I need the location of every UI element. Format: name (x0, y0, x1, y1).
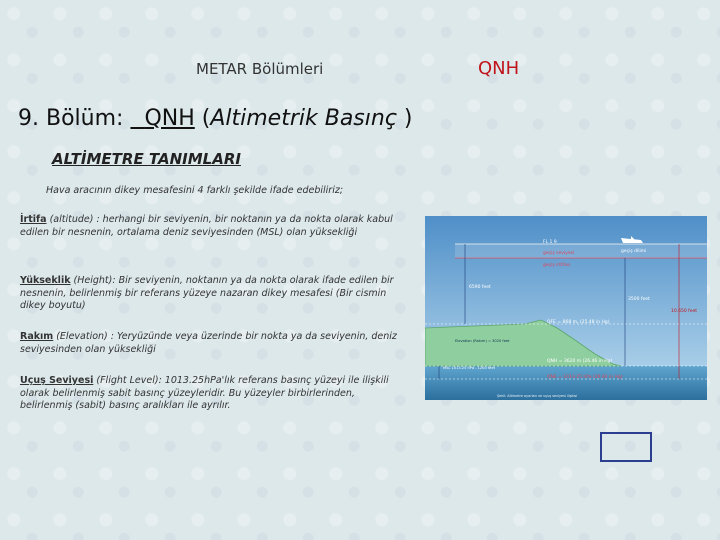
page-title (18, 106, 413, 131)
definition-flight-level (20, 375, 410, 413)
heading-paren-open: ( (194, 106, 211, 131)
altimeter-diagram (425, 216, 707, 400)
term-label: Yükseklik (20, 275, 71, 286)
msl-label: MSL 1013.25 hPa - 1200 feet (443, 366, 495, 370)
blue-frame-box (600, 432, 652, 462)
transition-layer (455, 244, 707, 258)
transition-layer-label: geçiş dilimi (621, 249, 647, 254)
term-label: Uçuş Seviyesi (20, 375, 94, 386)
term-label: İrtifa (20, 214, 47, 225)
definition-elevation (20, 331, 410, 356)
fl-label: FL 1 9 (543, 240, 557, 245)
qne-label: QNE = 1013.25 hPa (29.92 in Hg) (547, 375, 623, 380)
term-description: (Flight Level): 1013.25hPa'lık referans basınç yüzeyi ile ilişkili olarak belirlenmiş sabit basınç yüzeyleridir. Bu yüzeyler birbirlerinden, belirlenmiş (sabit) basınç aralıkları ile ayrılır. (20, 375, 389, 411)
qnh-label: QNH = 3620 m (26.46 in Hg) (547, 359, 613, 364)
height-label-3: 10.650 feet (671, 309, 698, 314)
term-description: (altitude) : herhangi bir seviyenin, bir noktanın ya da nokta olarak kabul edilen bir nesnenin, ortalama deniz seviyesinden (MSL) olan yüksekliği (20, 214, 393, 238)
definition-altitude (20, 214, 410, 239)
heading-number: 9. Bölüm: (18, 106, 131, 131)
term-description: (Elevation) : Yeryüzünde veya üzerinde bir nokta ya da seviyenin, deniz seviyesinden olan yüksekliği (20, 331, 397, 355)
heading-paren-close: ) (396, 106, 413, 131)
elevation-label: Elevation (Rakım) = 3020 feet (455, 339, 510, 343)
heading-qnh: QNH (144, 106, 195, 131)
subtitle: METAR Bölümleri (196, 60, 324, 78)
term-description: (Height): Bir seviyenin, noktanın ya da nokta olarak ifade edilen bir nesnenin, belirlenmiş bir referans yüzeye nazaran dikey mesafesi (Bir cismin dikey boyutu) (20, 275, 394, 311)
height-label-1: 6590 feet (469, 285, 491, 290)
corner-title: QNH (478, 58, 520, 79)
transition-label: geçiş irtifası (543, 263, 571, 268)
qfe-label: QFE = 868 m, (25.48 in Hg) (547, 320, 610, 325)
heading-underline-space (130, 106, 144, 131)
section-title: ALTİMETRE TANIMLARI (52, 150, 241, 168)
intro-text: Hava aracının dikey mesafesini 4 farklı şekilde ifade edebiliriz; (46, 185, 344, 196)
height-label-2: 3500 feet (628, 297, 650, 302)
heading-italic: Altimetrik Basınç (210, 106, 397, 131)
term-label: Rakım (20, 331, 54, 342)
definition-height (20, 275, 410, 313)
diagram-caption: Şekil: Altimetre ayarları ve uçuş seviyesi ilişkisi (497, 394, 578, 398)
fl-sub-label: geçiş seviyesi (543, 251, 575, 256)
